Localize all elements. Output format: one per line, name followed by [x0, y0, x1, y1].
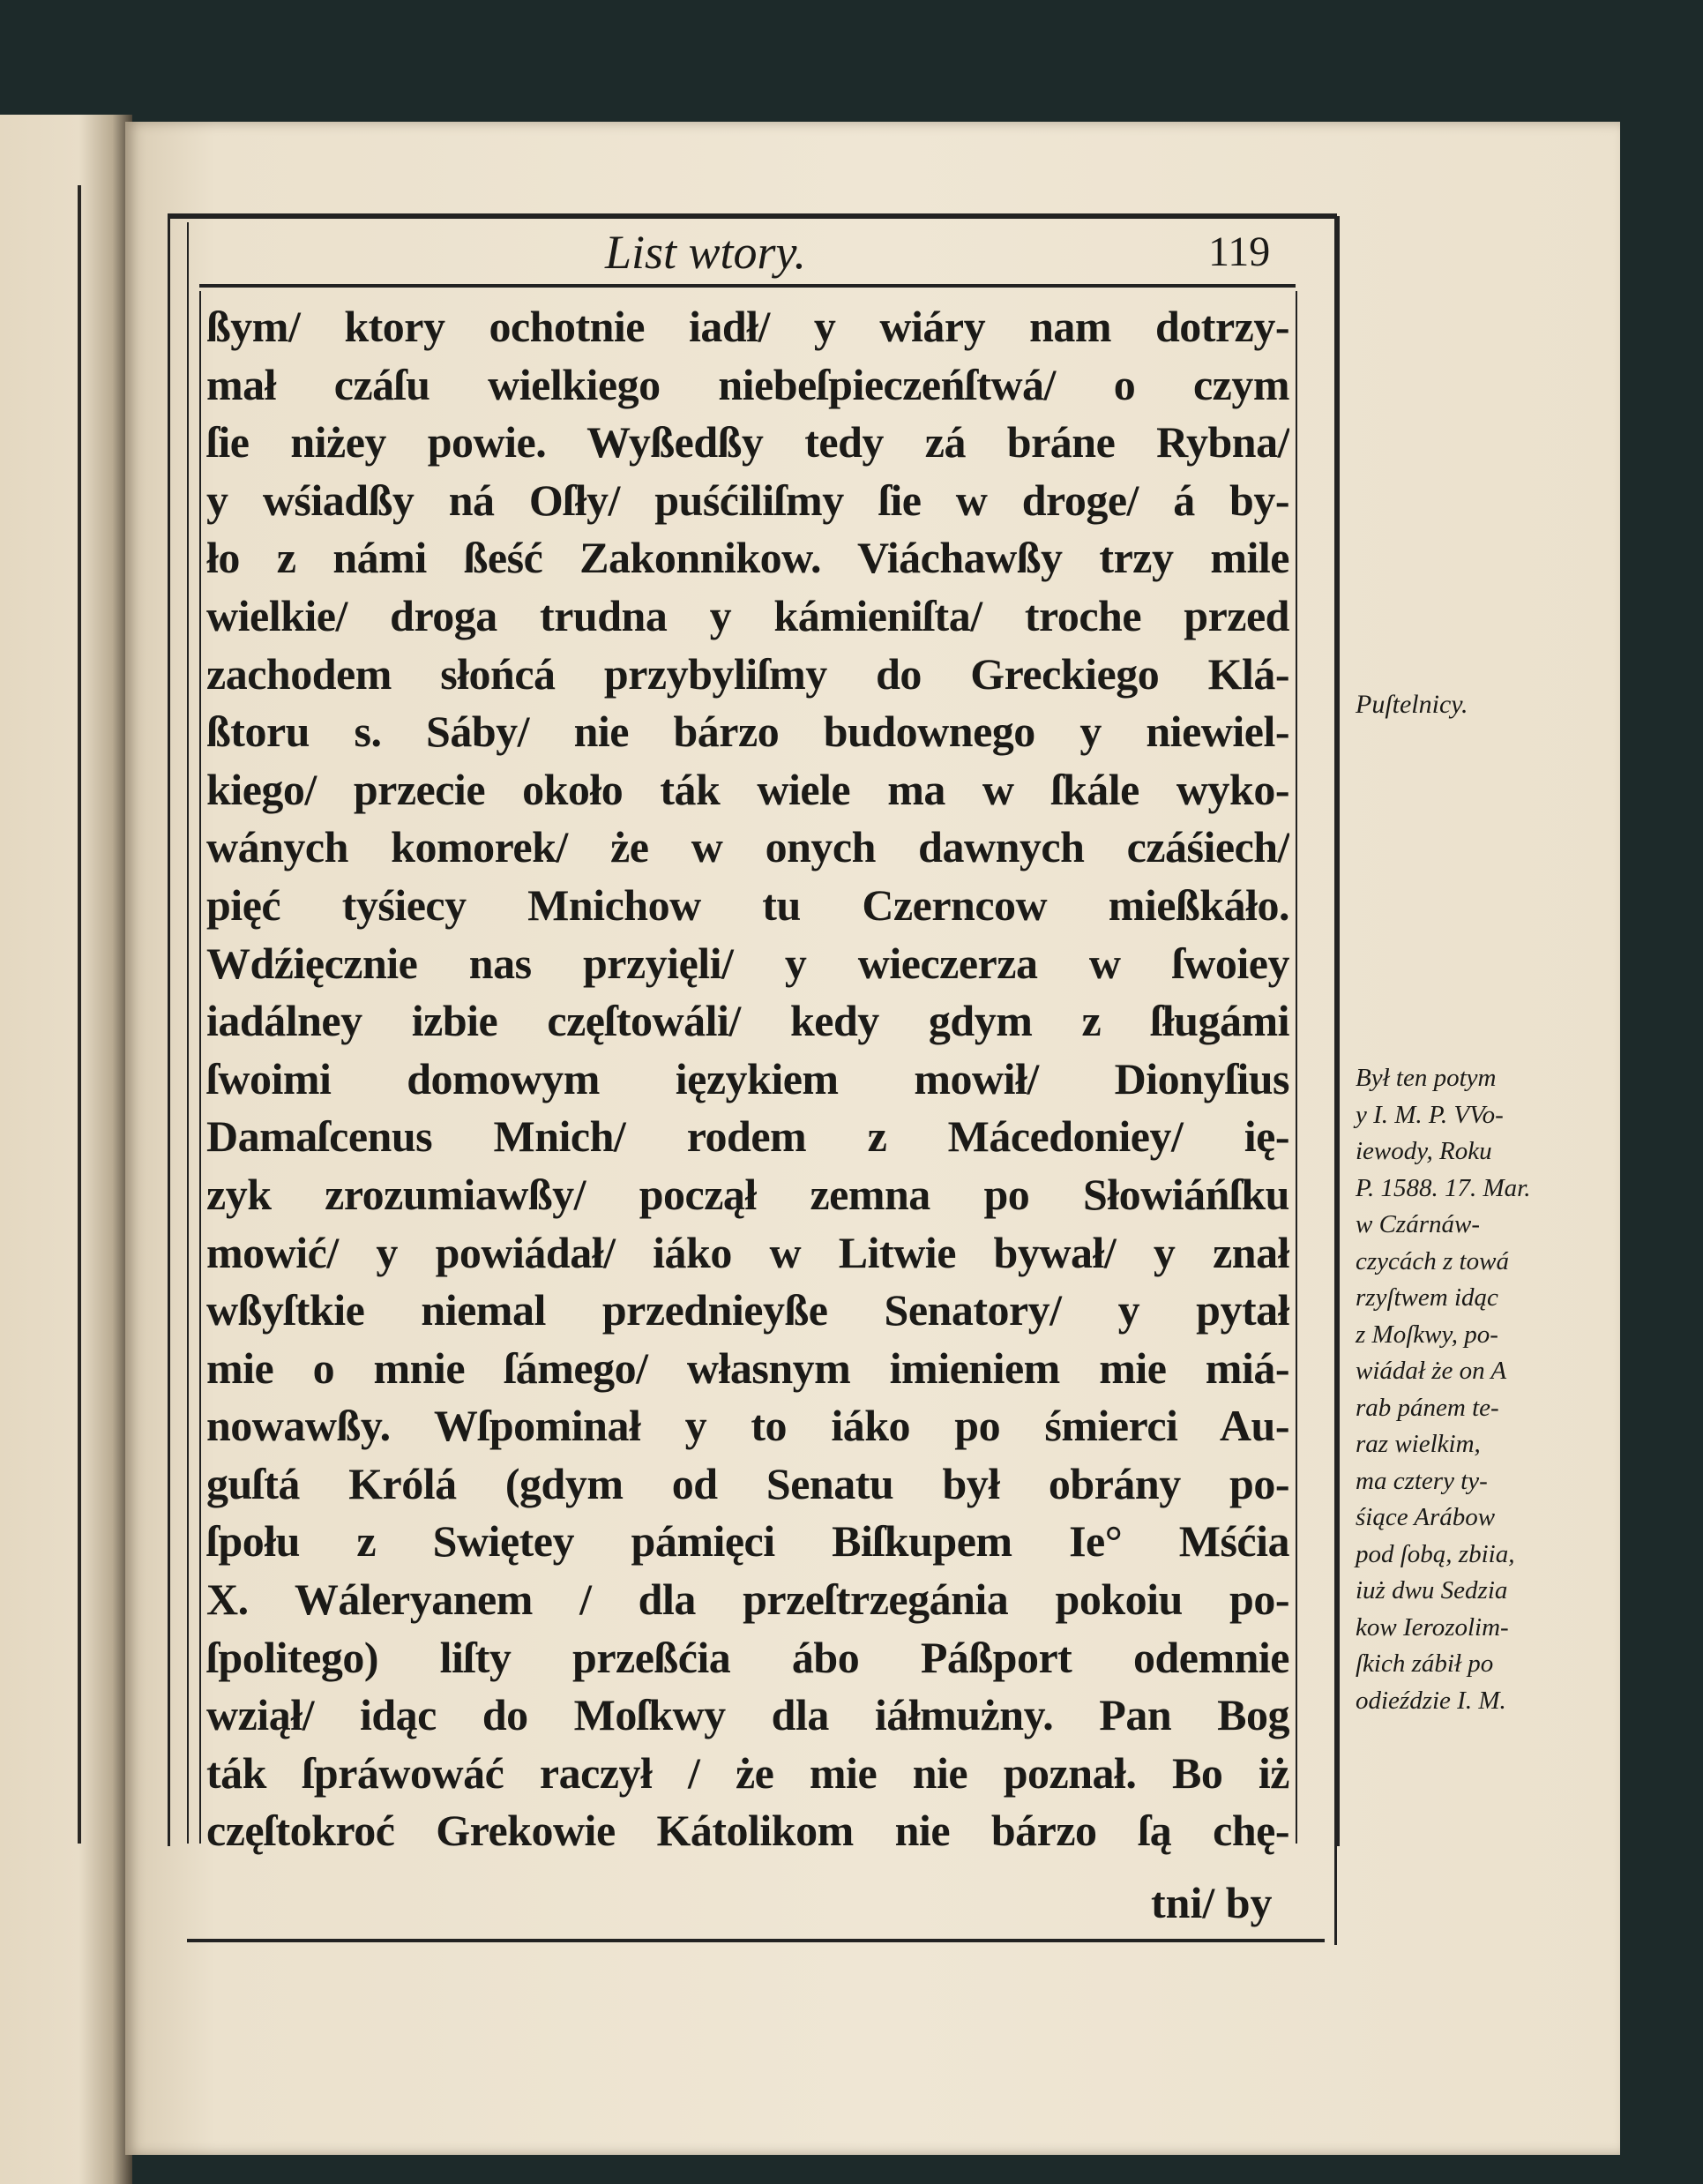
text-line: zyk zrozumiawßy/ począł zemna po Słowiáńſku [206, 1169, 1289, 1219]
text-line: ſwoimi domowym ięzykiem mowił/ Dionyſius [206, 1053, 1289, 1103]
margin-rule [1334, 216, 1337, 1945]
text-line: kiego/ przecie około ták wiele ma w ſkále wyko- [206, 764, 1289, 814]
text-line: y wśiadßy ná Oſły/ puśćiliſmy ſie w droge/ á by- [206, 475, 1289, 525]
text-line: ßtoru s. Sáby/ nie bárzo budownego y niewiel- [206, 707, 1289, 757]
text-line: ták ſpráwowáć raczył / że mie nie poznał. Bo iż [206, 1747, 1289, 1798]
margin-note-line: y I. M. P. VVo- [1356, 1100, 1504, 1129]
margin-note-line: wiádał że on A [1356, 1357, 1507, 1385]
body-text [206, 298, 1289, 1860]
header-rule [199, 284, 1296, 288]
text-line: mowić/ y powiádał/ iáko w Litwie bywał/ y znał [206, 1227, 1289, 1277]
text-line: Wdźięcznie nas przyięli/ y wieczerza w ſwoiey [206, 938, 1289, 988]
margin-note [1356, 1060, 1567, 1719]
margin-note-line: rzyſtwem idąc [1356, 1283, 1498, 1312]
margin-note-line: P. 1588. 17. Mar. [1356, 1173, 1531, 1202]
text-line: X. Wáleryanem / dla przeſtrzegánia pokoiu po- [206, 1574, 1289, 1625]
text-line: ßym/ ktory ochotnie iadł/ y wiáry nam dotrzy- [206, 302, 1289, 351]
facing-page-rule [78, 185, 81, 1844]
text-line: guſtá Królá (gdym od Senatu był obrány po- [206, 1458, 1289, 1508]
text-line: nowawßy. Wſpominał y to iáko po śmierci Au- [206, 1401, 1289, 1451]
text-line: iadálney izbie częſtowáli/ kedy gdym z ſługámi [206, 996, 1289, 1046]
margin-note-line: Był ten potym [1356, 1064, 1497, 1092]
margin-note-line: pod ſobą, zbiia, [1356, 1539, 1515, 1568]
text-line: wánych komorek/ że w onych dawnych czáśiech/ [206, 822, 1289, 872]
column-left-rule [199, 291, 201, 1844]
page-number: 119 [1208, 228, 1271, 275]
running-head: List wtory. [604, 226, 807, 279]
margin-note-line: rab pánem te- [1356, 1393, 1499, 1422]
margin-note-line: raz wielkim, [1356, 1430, 1481, 1458]
text-line: ſie niżey powie. Wyßedßy tedy zá bráne Rybna/ [206, 417, 1289, 467]
text-line: ło z námi ßeść Zakonnikow. Viáchawßy trzy mile [206, 533, 1289, 583]
margin-note-top: Puſtelnicy. [1356, 690, 1468, 719]
text-line: wziął/ idąc do Moſkwy dla iáłmużny. Pan Bog [206, 1690, 1289, 1740]
margin-note-line: odieździe I. M. [1356, 1686, 1506, 1715]
text-line: częſtokroć Grekowie Kátolikom nie bárzo ſą chę- [206, 1806, 1289, 1856]
margin-note-line: ma cztery ty- [1356, 1466, 1488, 1495]
text-line: pięć tyśiecy Mnichow tu Czerncow mießkáło. [206, 879, 1289, 930]
margin-note-line: kow Ierozolim- [1356, 1612, 1509, 1642]
bottom-rule [187, 1939, 1325, 1942]
frame-inner-left-rule [187, 222, 189, 1844]
column-right-rule [1296, 291, 1297, 1844]
margin-note-line: śiące Arábow [1356, 1503, 1496, 1531]
margin-note-line: z Moſkwy, po- [1356, 1320, 1498, 1349]
text-line: ſpolitego) liſty przeßćia ábo Páßport odemnie [206, 1632, 1289, 1682]
text-line: mał czáſu wielkiego niebeſpieczeńſtwá/ o czym [206, 359, 1289, 409]
text-line: zachodem słońcá przybyliſmy do Greckiego Klá- [206, 648, 1289, 699]
margin-note-line: w Czárnáw- [1356, 1210, 1481, 1238]
text-line: mie o mnie ſámego/ własnym imieniem mie miá- [206, 1343, 1289, 1393]
text-line: wßyſtkie niemal przednieyße Senatory/ y pytał [206, 1285, 1289, 1335]
margin-note-line: ſkich zábił po [1356, 1649, 1494, 1678]
catchword: tni/ by [1151, 1878, 1273, 1927]
margin-note-line: iewody, Roku [1356, 1137, 1492, 1165]
text-line: Damaſcenus Mnich/ rodem z Mácedoniey/ ię- [206, 1111, 1289, 1162]
margin-note-line: czycách z towá [1356, 1246, 1509, 1275]
margin-note-line: iuż dwu Sedzia [1356, 1576, 1508, 1604]
facing-page-edge [0, 115, 132, 2184]
text-line: wielkie/ droga trudna y kámieniſta/ troche przed [206, 590, 1289, 640]
text-line: ſpołu z Swiętey pámięci Biſkupem Ie° Mśćia [206, 1516, 1289, 1567]
